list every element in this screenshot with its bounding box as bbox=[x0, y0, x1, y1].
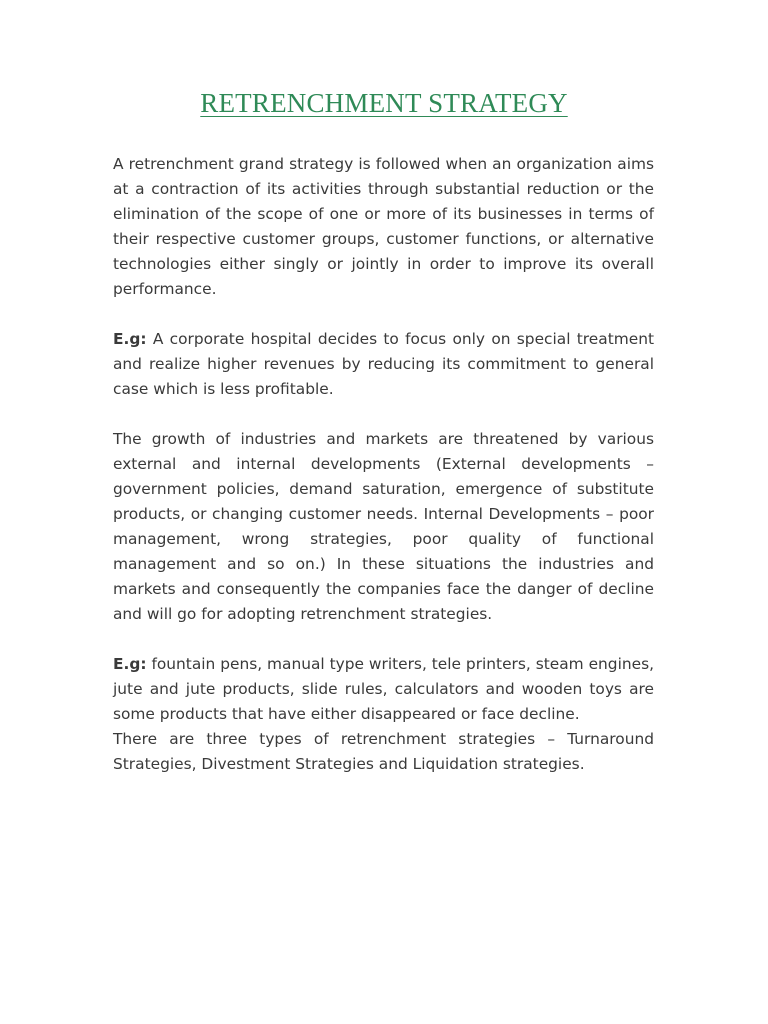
paragraph-example-products bbox=[113, 652, 654, 727]
paragraph-text: A corporate hospital decides to focus only on special treatment and realize higher revenues by reducing its commitment to general case which is less profitable. bbox=[113, 330, 654, 398]
paragraph-strategy-types bbox=[113, 727, 654, 777]
example-label: E.g: bbox=[113, 655, 147, 673]
paragraph-growth-threats bbox=[113, 427, 654, 627]
paragraph-definition bbox=[113, 152, 654, 302]
paragraph-text: The growth of industries and markets are threatened by various external and internal developments (External developments – government policies, demand saturation, emergence of substitute products, or changing customer needs. Internal Developments – poor management, wrong strategies, poor quality of functional management and so on.) In these situations the industries and markets and consequently the companies face the danger of decline and will go for adopting retrenchment strategies. bbox=[113, 430, 654, 623]
document-title: RETRENCHMENT STRATEGY bbox=[200, 88, 568, 118]
paragraph-text: A retrenchment grand strategy is followed when an organization aims at a contraction of its activities through substantial reduction or the elimination of the scope of one or more of its businesses in terms of their respective customer groups, customer functions, or alternative technologies either singly or jointly in order to improve its overall performance. bbox=[113, 155, 654, 298]
paragraph-text: There are three types of retrenchment strategies – Turnaround Strategies, Divestment Strategies and Liquidation strategies. bbox=[113, 730, 654, 773]
document-body bbox=[113, 152, 654, 777]
example-label: E.g: bbox=[113, 330, 147, 348]
paragraph-text: fountain pens, manual type writers, tele printers, steam engines, jute and jute products, slide rules, calculators and wooden toys are some products that have either disappeared or face decline. bbox=[113, 655, 654, 723]
paragraph-example-hospital bbox=[113, 327, 654, 402]
